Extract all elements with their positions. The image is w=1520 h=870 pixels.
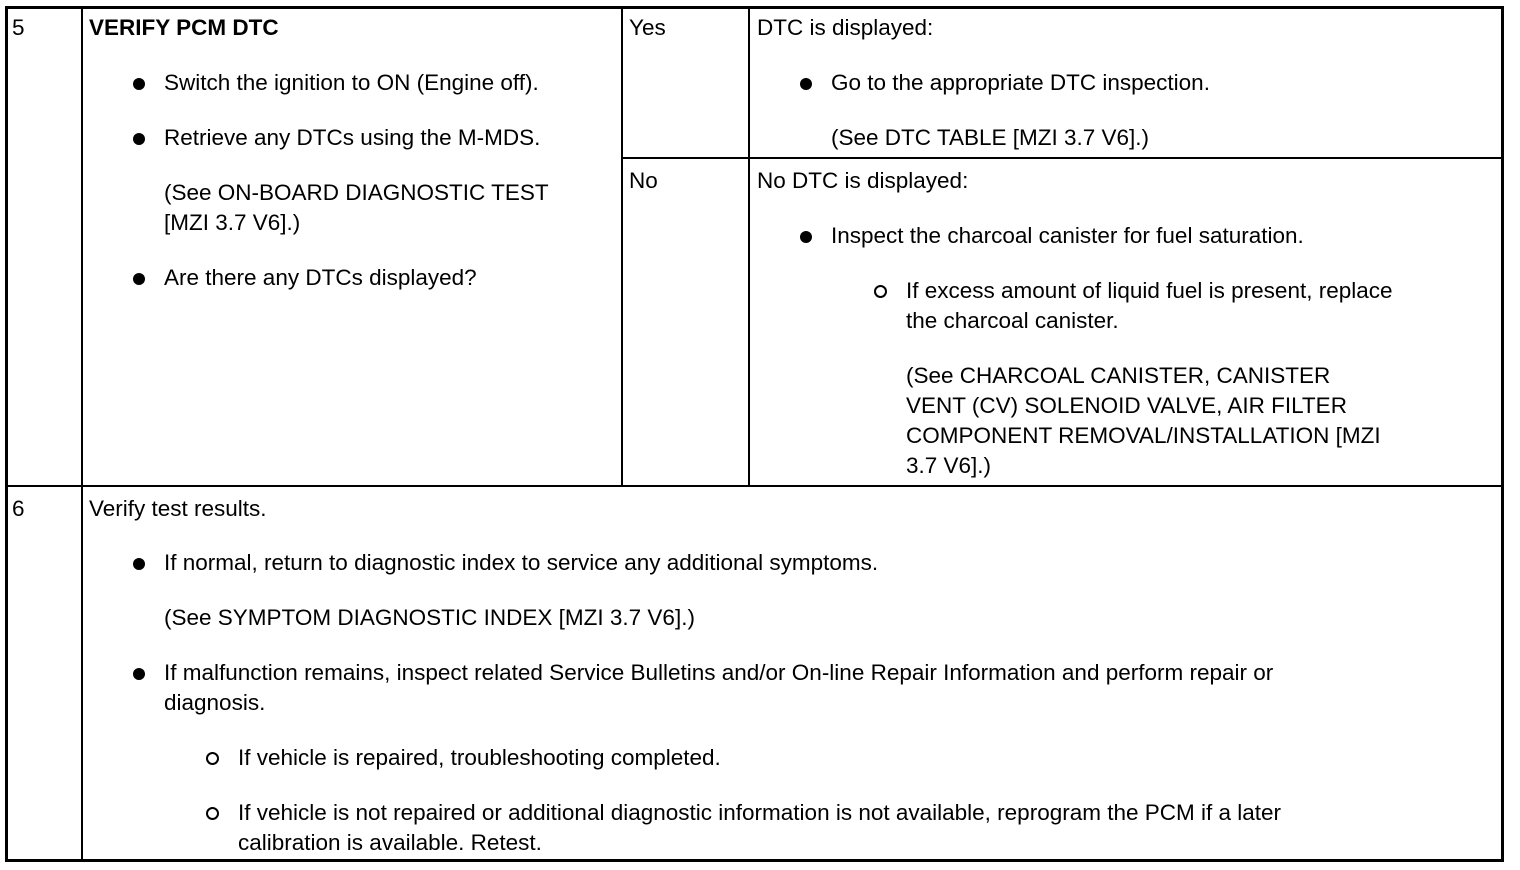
bullet-icon (800, 231, 812, 243)
sub-bullet-icon (206, 807, 219, 820)
row-divider-yes-no (621, 157, 1504, 159)
column-divider-step (81, 6, 83, 862)
action-item: Go to the appropriate DTC inspection. (831, 70, 1210, 95)
action-heading: DTC is displayed: (757, 15, 934, 40)
reference-text: (See ON-BOARD DIAGNOSTIC TEST (164, 180, 549, 205)
row-divider-step6 (5, 485, 1504, 487)
bullet-icon (800, 78, 812, 90)
action-subitem: If excess amount of liquid fuel is present, replace (906, 278, 1393, 303)
step-number: 6 (12, 496, 25, 521)
step-subitem: If vehicle is not repaired or additional diagnostic information is not available, reprogram the PCM if a later (238, 800, 1282, 825)
column-divider-result (621, 6, 623, 486)
action-item: Inspect the charcoal canister for fuel saturation. (831, 223, 1304, 248)
action-heading: No DTC is displayed: (757, 168, 969, 193)
action-subitem: the charcoal canister. (906, 308, 1119, 333)
step-subitem: calibration is available. Retest. (238, 830, 542, 855)
step-subitem: If vehicle is repaired, troubleshooting completed. (238, 745, 721, 770)
sub-bullet-icon (206, 752, 219, 765)
sub-bullet-icon (874, 285, 887, 298)
result-label-no: No (629, 168, 658, 193)
step-item: If normal, return to diagnostic index to service any additional symptoms. (164, 550, 879, 575)
bullet-icon (133, 558, 145, 570)
reference-text: (See CHARCOAL CANISTER, CANISTER (906, 363, 1331, 388)
step-item: Retrieve any DTCs using the M-MDS. (164, 125, 541, 150)
bullet-icon (133, 668, 145, 680)
bullet-icon (133, 78, 145, 90)
reference-text: VENT (CV) SOLENOID VALVE, AIR FILTER (906, 393, 1347, 418)
step-title: Verify test results. (89, 496, 267, 521)
reference-text: (See DTC TABLE [MZI 3.7 V6].) (831, 125, 1150, 150)
step-item: diagnosis. (164, 690, 266, 715)
reference-text: COMPONENT REMOVAL/INSTALLATION [MZI (906, 423, 1381, 448)
reference-text: [MZI 3.7 V6].) (164, 210, 301, 235)
reference-text: (See SYMPTOM DIAGNOSTIC INDEX [MZI 3.7 V6].) (164, 605, 695, 630)
step-title: VERIFY PCM DTC (89, 15, 279, 40)
reference-text: 3.7 V6].) (906, 453, 992, 478)
step-number: 5 (12, 15, 25, 40)
bullet-icon (133, 133, 145, 145)
step-question: Are there any DTCs displayed? (164, 265, 477, 290)
column-divider-action (748, 6, 750, 486)
result-label-yes: Yes (629, 15, 666, 40)
step-item: If malfunction remains, inspect related Service Bulletins and/or On-line Repair Information and perform repair or (164, 660, 1274, 685)
step-item: Switch the ignition to ON (Engine off). (164, 70, 539, 95)
bullet-icon (133, 273, 145, 285)
